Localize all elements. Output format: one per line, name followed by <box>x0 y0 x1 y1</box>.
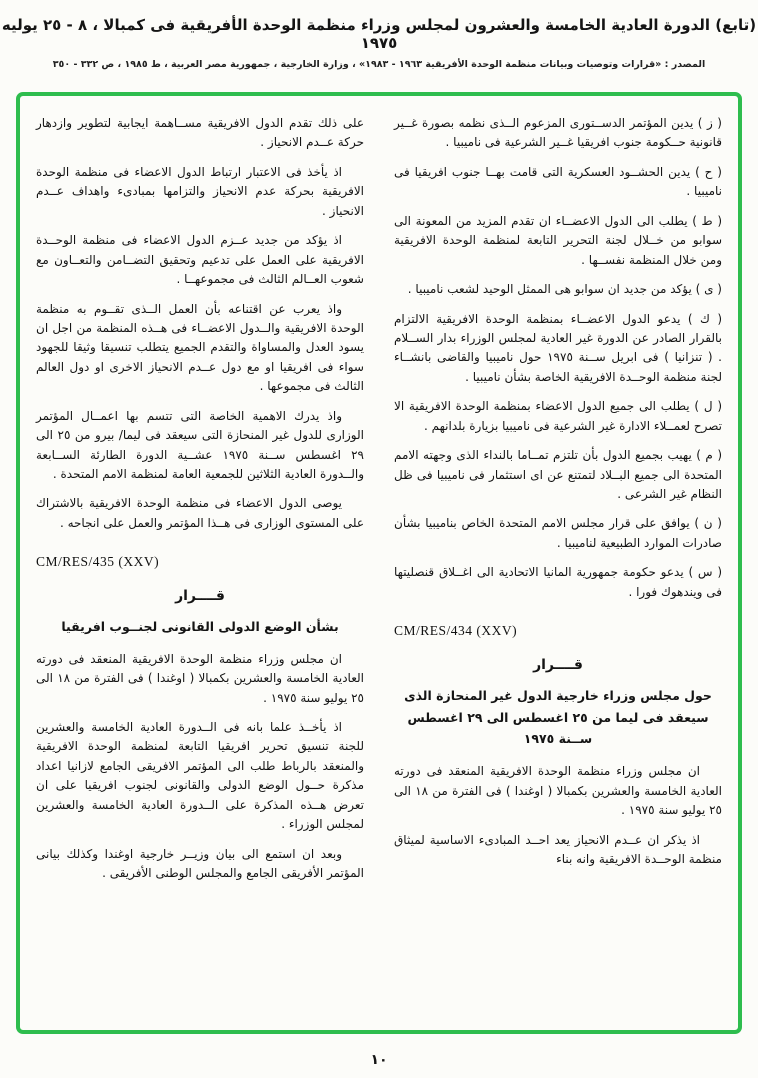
paragraph: يوصى الدول الاعضاء فى منظمة الوحدة الافريقية بالاشتراك على المستوى الوزارى فى هــذا المؤتمر والعمل على انجاحه . <box>36 496 364 530</box>
paragraph: اذ يأخذ فى الاعتبار ارتباط الدول الاعضاء فى منظمة الوحدة الافريقية بحركة عدم الانحياز والتزامها بمبادىء واهداف عــدم الانحياز . <box>36 164 364 218</box>
paragraph: على ذلك تقدم الدول الافريقية مســاهمة ايجابية لتطوير وازدهار حركة عــدم الانحياز . <box>36 116 364 150</box>
content-frame <box>16 92 742 1034</box>
paragraph: اذ يؤكد من جديد عــزم الدول الاعضاء فى منظمة الوحــدة الافريقية على العمل على تدعيم وتحقيق التضــامن والتعــاون مع شعوب العــالم الثالث فى مجموعهــا . <box>36 233 364 287</box>
paragraph-item-z: ( ز ) يدين المؤتمر الدســتورى المزعوم الــذى نظمه بصورة غــير قانونية حــكومة جنوب افريقيا غــير الشرعية فى ناميبيا . <box>394 116 722 150</box>
paragraph-item-l: ( ل ) يطلب الى جميع الدول الاعضاء بمنظمة الوحدة الافريقية الا تصرح لعمــلاء الادارة غير الشرعية فى ناميبيا بزيارة بلدانهم . <box>394 399 722 433</box>
paragraph-item-t: ( ط ) يطلب الى الدول الاعضــاء ان تقدم المزيد من المعونة الى سوابو من خــلال لجنة التحرير التابعة لمنظمة الوحدة الافريقية ومن خلال المنظمة نفســها . <box>394 213 722 267</box>
two-column-text <box>36 114 722 1018</box>
resolution-ref-435: CM/RES/435 (XXV) <box>36 554 160 570</box>
paragraph-item-h: ( ح ) يدين الحشــود العسكرية التى قامت بهــا جنوب افريقيا فى ناميبيا . <box>394 164 722 199</box>
page-number: ١٠ <box>370 1052 388 1068</box>
resolution-title-434: قــــرار <box>533 657 583 674</box>
paragraph-item-k: ( ك ) يدعو الدول الاعضــاء بمنظمة الوحدة الافريقية الالتزام بالقرار الصادر عن الدورة غير العادية لمجلس الوزراء بدار الســلام . ( تنزانيا ) فى ابريل ســنة ١٩٧٥ حول ناميبيا والقاضى بانشــاء لجنة منظمة الوحــدة الافريقية الخاصة بشأن ناميبيا . <box>394 311 722 384</box>
paragraph: ان مجلس وزراء منظمة الوحدة الافريقية المنعقد فى دورته العادية الخامسة والعشرين بكمبالا ( اوغندا ) فى الفترة من ١٨ الى ٢٥ يوليو سنة ١٩٧٥ . <box>36 651 364 705</box>
page-header <box>0 0 758 70</box>
paragraph-item-s: ( س ) يدعو حكومة جمهورية المانيا الاتحادية الى اغــلاق قنصليتها فى ويندهوك فورا . <box>394 565 722 599</box>
resolution-ref-434: CM/RES/434 (XXV) <box>394 623 518 639</box>
source-line: المصدر : «قرارات وتوصيات وبيانات منظمة الوحدة الأفريقية ١٩٦٣ - ١٩٨٣» ، وزارة الخارجية ، جمهورية مصر العربية ، ط ١٩٨٥ ، ص ٣٣٢ - ٣٥٠ <box>52 59 706 70</box>
column-right <box>394 114 722 1018</box>
paragraph-item-n: ( ن ) يوافق على قرار مجلس الامم المتحدة الخاص بناميبيا بشأن صادرات الموارد الطبيعية لناميبيا . <box>394 516 722 550</box>
paragraph-item-y: ( ى ) يؤكد من جديد ان سوابو هى الممثل الوحيد لشعب ناميبيا . <box>407 282 722 297</box>
paragraph: اذ يذكر ان عــدم الانحياز يعد احــد المبادىء الاساسية لميثاق منظمة الوحــدة الافريقية وانه بناء <box>394 832 722 867</box>
paragraph: وبعد ان استمع الى بيان وزيــر خارجية اوغندا وكذلك بيانى المؤتمر الأفريقى الجامع والمجلس الوطنى الأفريقى . <box>36 846 364 881</box>
paragraph: واذ يدرك الاهمية الخاصة التى تتسم بها اعمــال المؤتمر الوزارى للدول غير المنحازة التى سيعقد فى ليما/ بيرو من ٢٥ الى ٢٩ اغسطس ســنة ١٩٧٥ عشــية الدورة الطارئة الســابعة والــدورة العادية الثلاثين للجمعية العامة لمنظمة الامم المتحدة . <box>36 408 364 481</box>
resolution-subtitle-434: حول مجلس وزراء خارجية الدول غير المنحازة الذى سيعقد فى ليما من ٢٥ اغسطس الى ٢٩ اغسطس ســنة ١٩٧٥ <box>404 687 712 747</box>
paragraph: اذ يأخــذ علما بانه فى الــدورة العادية الخامسة والعشرين للجنة تنسيق تحرير افريقيا التابعة لمنظمة الوحدة الافريقية والمنعقد بالرباط طلب الى المؤتمر الافريقى الجامع لازانيا اعداد مذكرة حــول الوضع الدولى والقانونى لجنوب افريقيا على ان تعرض هــذه المذكرة على الــدورة العادية الخامسة والعشرين لمجلس الوزراء . <box>36 720 364 832</box>
paragraph: واذ يعرب عن اقتناعه بأن العمل الــذى تقــوم به منظمة الوحدة الافريقية والــدول الاعضــاء فى هــذه المنظمة من اجل ان يسود العدل والمساواة والتقدم الجميع يتطلب تنسيقا وثيقا للجهود سواء فى افريقيا او مع دول عــدم الانحياز الاخرى او دول العالم الثالث فى مجموعها . <box>36 301 364 394</box>
resolution-subtitle-435: بشأن الوضع الدولى القانونى لجنــوب افريقيا <box>61 618 339 634</box>
resolution-title-435: قــــرار <box>175 588 225 605</box>
paragraph-item-m: ( م ) يهيب بجميع الدول بأن تلتزم تمــاما بالنداء الذى وجهته الامم المتحدة الى جميع البــلاد لتمتنع عن اى استثمار فى ناميبيا فى ظل النظام غير الشرعى . <box>394 448 722 501</box>
paragraph: ان مجلس وزراء منظمة الوحدة الافريقية المنعقد فى دورته العادية الخامسة والعشرين بكمبالا ( اوغندا ) فى الفترة من ١٨ الى ٢٥ يوليو سنة ١٩٧٥ . <box>394 764 722 818</box>
header-title: (تابع) الدورة العادية الخامسة والعشرون لمجلس وزراء منظمة الوحدة الأفريقية فى كمبالا ، ٨ - ٢٥ يوليه ١٩٧٥ <box>1 16 757 52</box>
column-left <box>36 114 364 1018</box>
